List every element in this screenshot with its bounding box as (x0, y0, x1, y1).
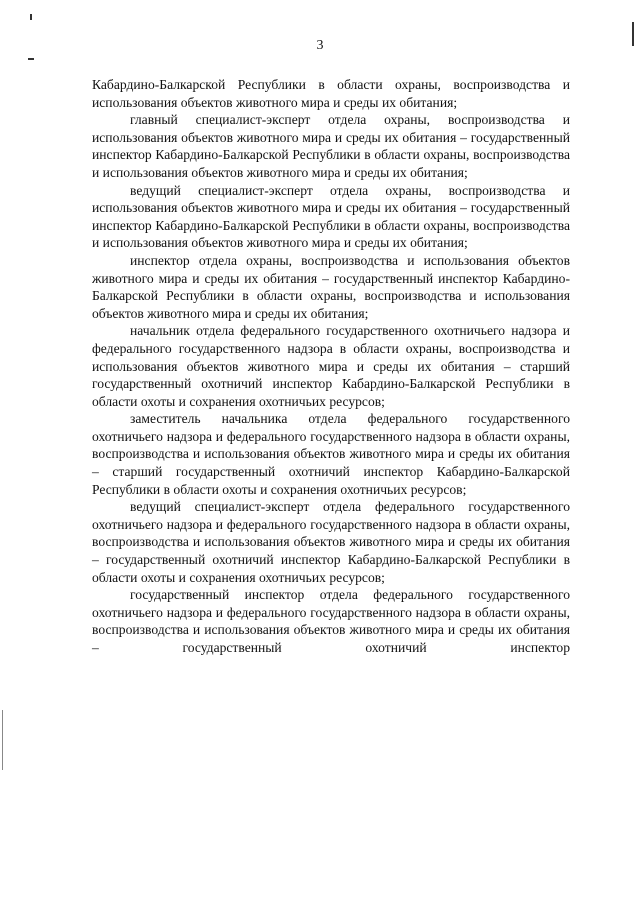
paragraph: заместитель начальника отдела федерального государственного охотничьего надзора и федерального государственного надзора в области охраны, воспроизводства и использования объектов животного мира и среды их обитания – старший государственный охотничий инспектор Кабардино-Балкарской Республики в области охоты и сохранения охотничьих ресурсов; (92, 411, 570, 497)
page-number: 3 (316, 38, 324, 53)
paragraph: ведущий специалист-эксперт отдела охраны, воспроизводства и использования объектов животного мира и среды их обитания – государственный инспектор Кабардино-Балкарской Республики в области охраны, воспроизводства и использования объектов животного мира и среды их обитания; (92, 182, 570, 251)
scan-artifact-mark (30, 14, 32, 20)
paragraph: ведущий специалист-эксперт отдела федерального государственного охотничьего надзора и федерального государственного надзора в области охраны, воспроизводства и использования объектов животного мира и среды их обитания – государственный охотничий инспектор Кабардино-Балкарской Республики в области охоты и сохранения охотничьих ресурсов; (92, 499, 570, 585)
paragraph: государственный инспектор отдела федерального государственного охотничьего надзора и федерального государственного надзора в области охраны, воспроизводства и использования объектов животного мира и среды их обитания – государственный охотничий инспектор (92, 587, 570, 655)
paragraph: инспектор отдела охраны, воспроизводства и использования объектов животного мира и среды их обитания – государственный инспектор Кабардино-Балкарской Республики в области охраны, воспроизводства и использования объектов животного мира и среды их обитания; (92, 252, 570, 321)
paragraph: главный специалист-эксперт отдела охраны, воспроизводства и использования объектов животного мира и среды их обитания – государственный инспектор Кабардино-Балкарской Республики в области охраны, воспроизводства и использования объектов животного мира и среды их обитания; (92, 112, 570, 180)
scan-artifact-mark (28, 58, 34, 60)
paragraph: Кабардино-Балкарской Республики в области охраны, воспроизводства и использования объектов животного мира и среды их обитания; (92, 77, 570, 110)
document-body (92, 76, 570, 657)
scan-artifact-mark (2, 710, 3, 770)
paragraph: начальник отдела федерального государственного охотничьего надзора и федерального государственного надзора в области охраны, воспроизводства и использования объектов животного мира и среды их обитания – старший государственный охотничий инспектор Кабардино-Балкарской Республики в области охоты и сохранения охотничьих ресурсов; (92, 323, 570, 409)
